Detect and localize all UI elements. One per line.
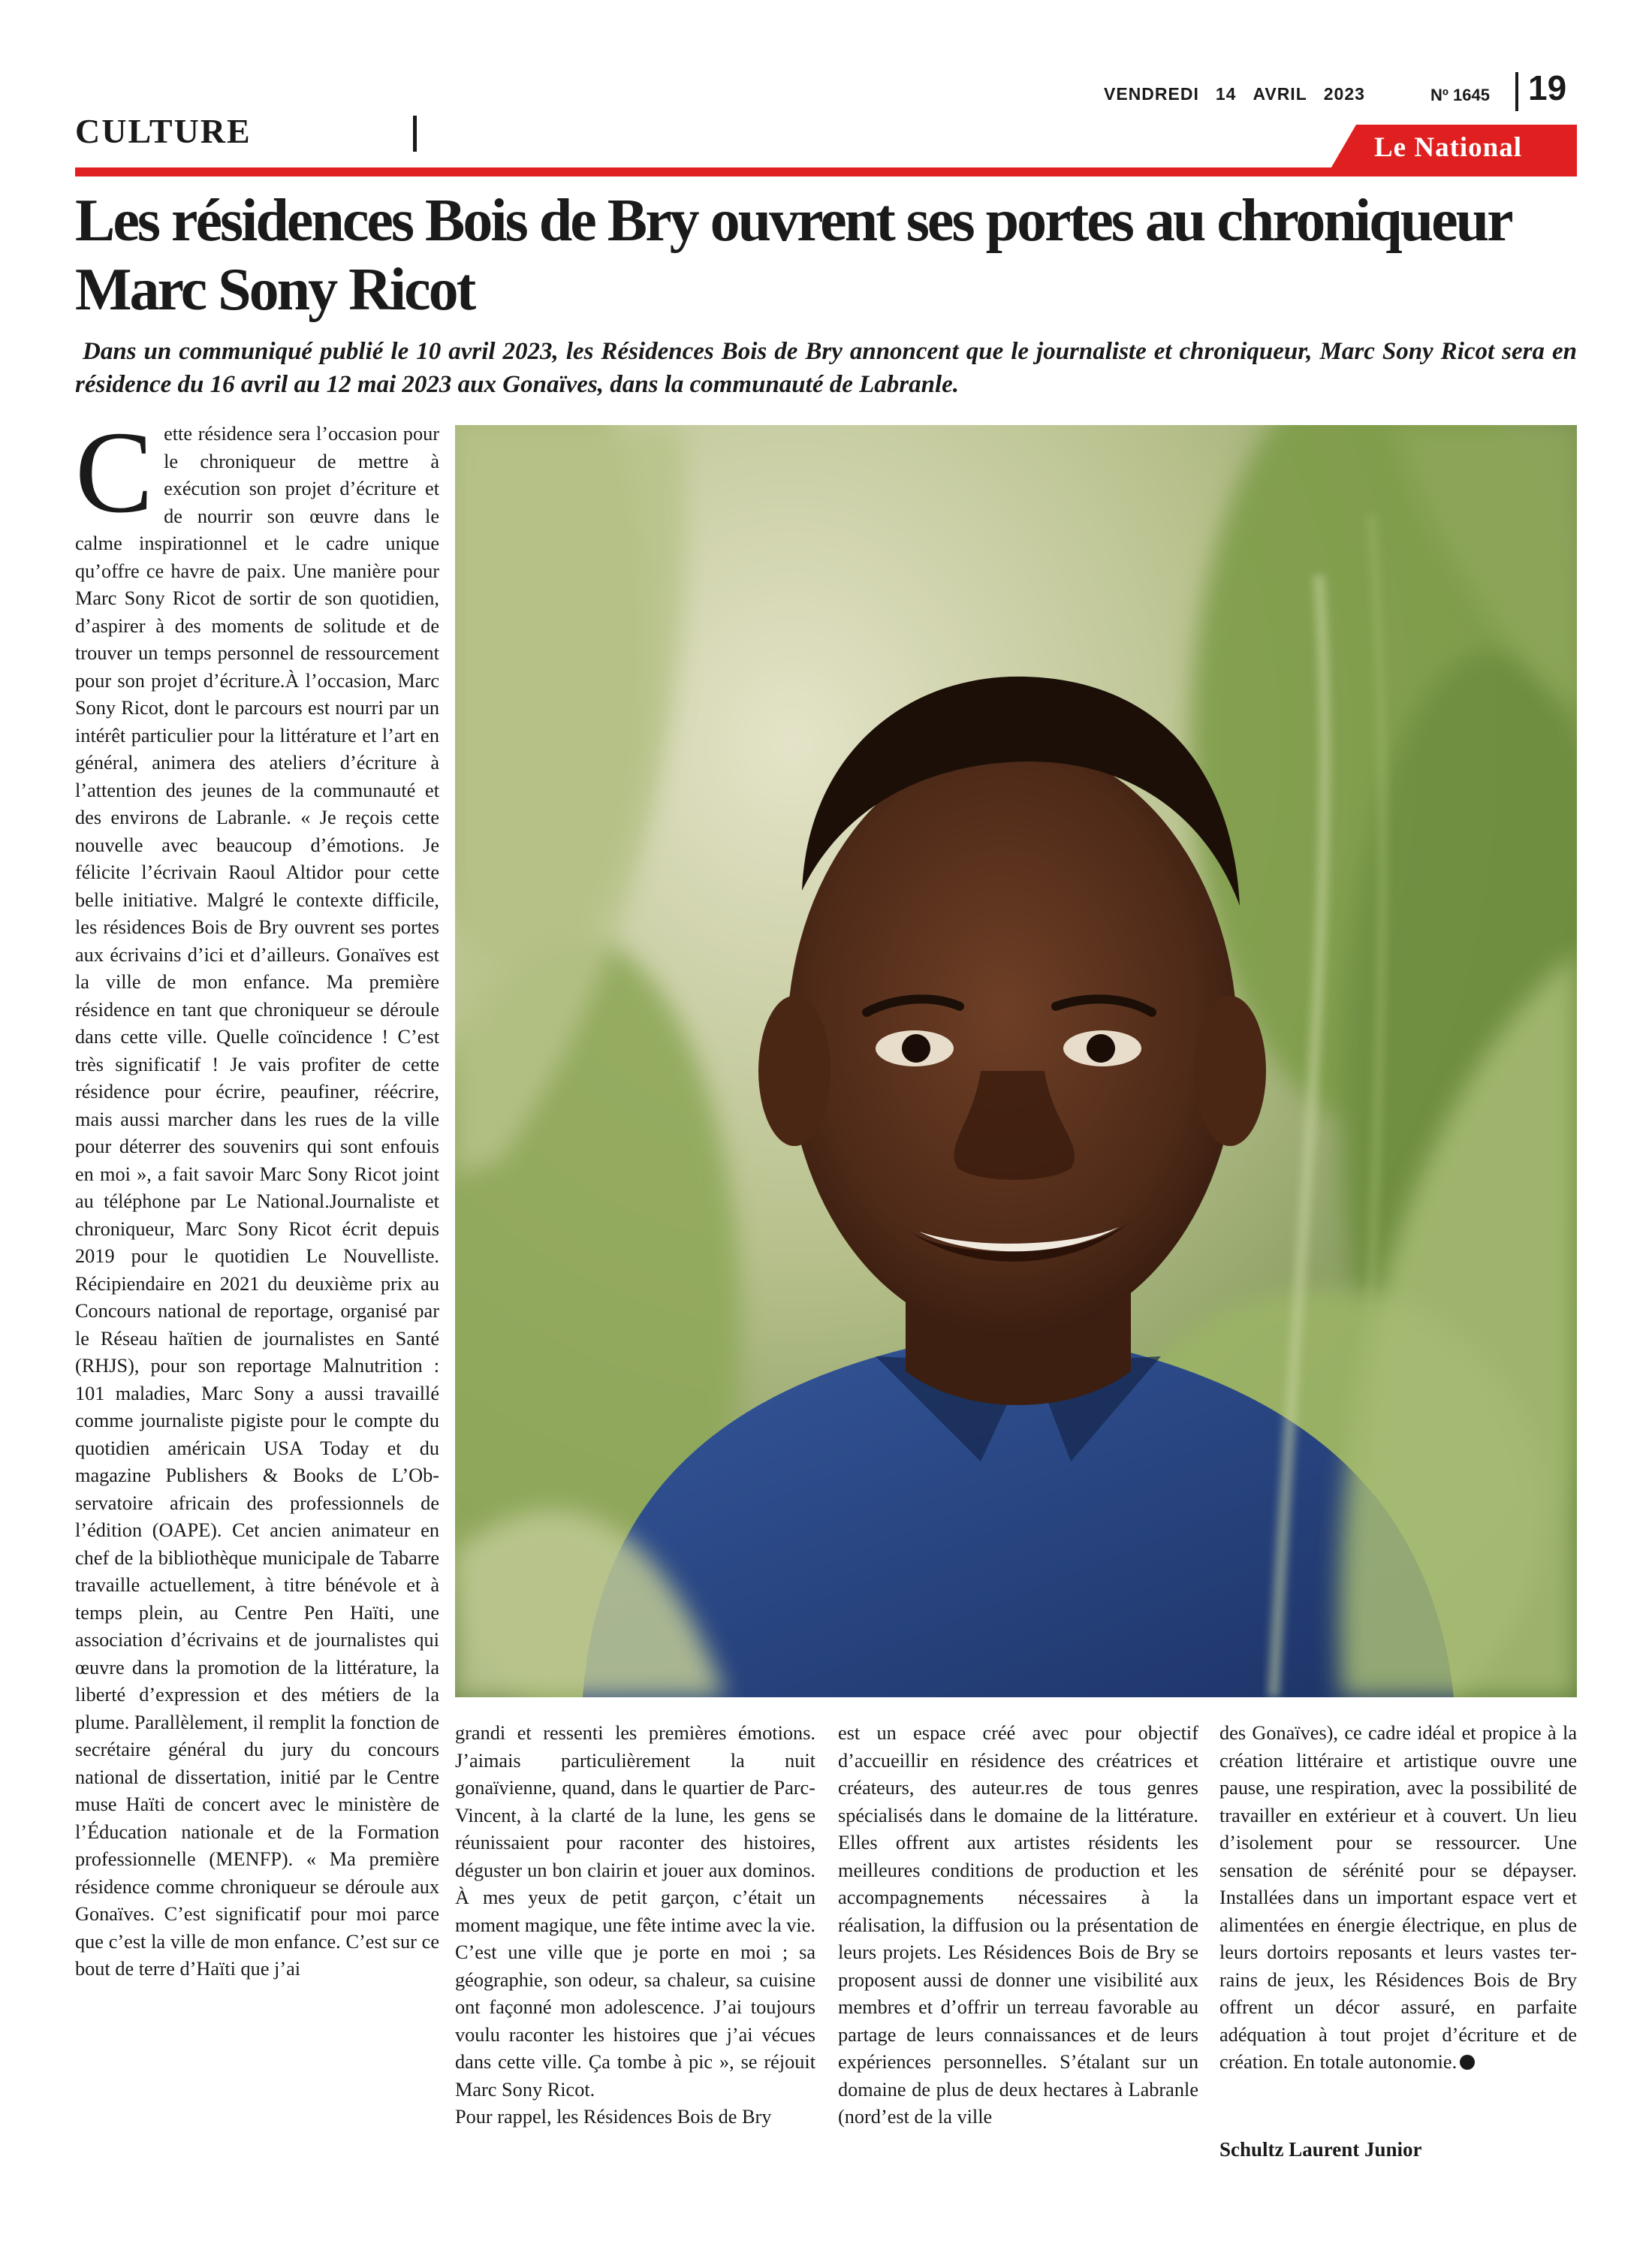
portrait-illustration xyxy=(455,425,1577,1697)
article-column-4 xyxy=(1219,1720,1577,2077)
column-2-paragraph-1: grandi et ressenti les premières émotions. J’aimais particulièrement la nuit gonaïvienne, quand, dans le quartier de Parc-Vincent, à la clarté de la lune, les gens se réunissaient pour raconter des histoires, déguster un bon clairin et jouer aux dominos. À mes yeux de petit garçon, c’était un moment magique, une fête intime avec la vie. C’est une ville que je porte en moi ; sa géographie, son odeur, sa chaleur, sa cuisine ont façonné mon adolescence. J’ai toujours voulu raconter les histoires que j’ai vécues dans cette ville. Ça tombe à pic », se réjouit Marc Sony Ricot. xyxy=(455,1722,815,2101)
column-4-text: des Gonaïves), ce cadre idéal et propice à la création littéraire et artistique ouvre une pause, une respiration, avec la possibilité de travailler en extérieur et à couvert. Un lieu d’isolement pour se ressourcer. Une sensation de sérénité pour se dépayser. Installées dans un important espace vert et alimentées en énergie électrique, en plus de leurs dortoirs reposants et leurs vastes terrains de jeux, les Résidences Bois de Bry offrent un décor assuré, en parfaite adéquation à tout projet d’écriture et de création. En totale autonomie. xyxy=(1219,1722,1577,2073)
date-number: 14 xyxy=(1215,84,1237,104)
date-day: VENDREDI xyxy=(1104,84,1199,104)
article-column-3 xyxy=(838,1720,1198,2131)
article-column-2 xyxy=(455,1720,815,2131)
article-column-1 xyxy=(75,421,439,2194)
column-3-text: est un espace créé avec pour objectif d’accueillir en résidence des créatrices et créateurs, des auteur.res de tous genres spécialisés dans le domaine de la littérature. Elles offrent aux artistes résidents les meilleures conditions de production et les accompagnements nécessaires à la réalisation, la diffusion ou la présentation de leurs projets. Les Résidences Bois de Bry se proposent aussi de donner une visibilité aux membres et d’offrir un terreau favorable au partage de leurs connaissances et de leurs expériences personnelles. S’étalant sur un domaine de plus de deux hectares à Labranle (nord’est de la ville xyxy=(838,1722,1198,2128)
article-headline: Les résidences Bois de Bry ouvrent ses portes au chroniqueur Marc Sony Ricot xyxy=(75,188,1511,323)
column-2-paragraph-2: Pour rappel, les Résidences Bois de Bry xyxy=(455,2106,772,2128)
date-year: 2023 xyxy=(1323,84,1365,104)
column-1-text: ette résidence sera l’occasion pour le chroniqueur de mettre à exécution son projet d’écriture et de nourrir son œuvre dans le calme inspirationnel et le cadre unique qu’offre ce havre de paix. Une manière pour Marc Sony Ricot de sortir de son quotidien, d’aspirer à des moments de solitude et de trouver un temps personnel de ressourcement pour son projet d’écriture.À l’occasion, Marc Sony Ricot, dont le parcours est nourri par un intérêt particulier pour la littérature et l’art en général, animera des ateliers d’écriture à l’attention des jeunes de la communauté et des environs de Labranle. « Je reçois cette nouvelle avec beaucoup d’émotions. Je félicite l’écrivain Raoul Altidor pour cette belle initiative. Malgré le contexte difficile, les résidences Bois de Bry ouvrent ses portes aux écrivains d’ici et d’ailleurs. Gonaïves est la ville de mon enfance. Ma première résidence en tant que chroniqueur se déroule dans cette ville. Quelle coïncidence ! C’est très significatif ! Je vais profiter de cette résidence pour écrire, peaufiner, réécrire, mais aussi marcher dans les rues de la ville pour déterrer des souvenirs qui sont enfouis en moi », a fait savoir Marc Sony Ricot joint au téléphone par Le National.Journaliste et chroniqueur, Marc Sony Ricot écrit depuis 2019 pour le quotidien Le Nouvelliste. Récipiendaire en 2021 du deuxième prix au Concours national de reportage, organisé par le Réseau haïtien de journalistes en Santé (RHJS), pour son reportage Malnutrition : 101 maladies, Marc Sony a aussi travaillé comme journaliste pigiste pour le compte du quotidien américain USA Today et du magazine Publishers & Books de L’Observatoire africain des professionnels de l’édition (OAPE). Cet ancien animateur en chef de la bibliothèque municipale de Tabarre travaille actuellement, à titre bénévole et à temps plein, au Centre Pen Haïti, une association d’écrivains et de journalistes qui œuvre dans la promotion de la littérature, la liberté d’expression et des métiers de la plume. Parallèlement, il remplit la fonction de secrétaire général du jury du concours national de dissertation, initié par le Centre muse Haïti de concert avec le ministère de l’Éducation nationale et de la Formation professionnelle (MENFP). « Ma première résidence comme chroniqueur se déroule aux Gonaïves. C’est significatif pour moi parce que c’est la ville de mon enfance. C’est sur ce bout de terre d’Haïti que j’ai xyxy=(75,423,439,1980)
section-title: CULTURE xyxy=(75,112,252,150)
drop-cap: C xyxy=(75,421,154,537)
issue-number: Nº 1645 xyxy=(1430,86,1490,104)
page-number: 19 xyxy=(1528,68,1567,107)
date-month: AVRIL xyxy=(1253,84,1307,104)
section-divider xyxy=(413,116,417,152)
end-of-article-mark xyxy=(1460,2055,1475,2070)
article-byline: Schultz Laurent Junior xyxy=(1219,2138,1422,2161)
article-standfirst: Dans un communiqué publié le 10 avril 2023, les Résidences Bois de Bry annoncent que le journaliste et chroniqueur, Marc Sony Ricot sera en résidence du 16 avril au 12 mai 2023 aux Gonaïves, dans la communauté de Labranle. xyxy=(75,338,1577,398)
brand-name: Le National xyxy=(1374,132,1523,163)
issue-date xyxy=(1104,84,1382,104)
header-divider xyxy=(1515,72,1518,111)
header-red-rule xyxy=(75,167,1577,176)
portrait-photo xyxy=(455,425,1577,1697)
